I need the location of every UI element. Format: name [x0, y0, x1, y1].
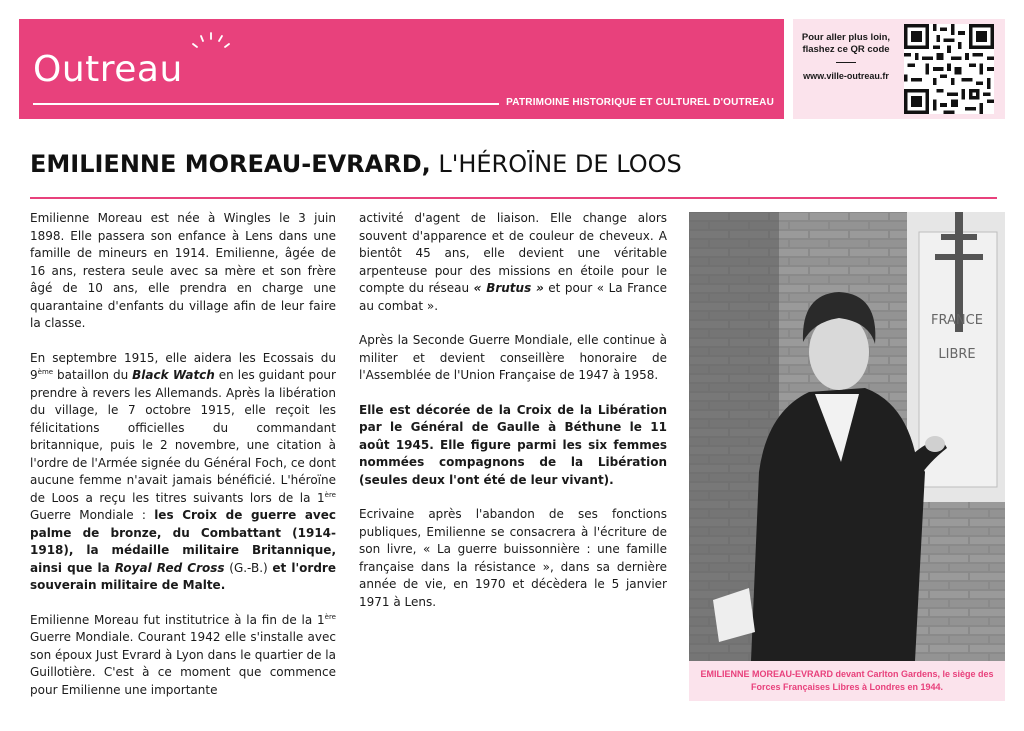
- text-run: et pour « La France au combat ».: [359, 281, 667, 313]
- qr-text: Pour aller plus loin, flashez ce QR code: [801, 32, 891, 55]
- paragraph: Ecrivaine après l'abandon de ses fonctions publiques, Emilienne se consacrera à l'écriture de son livre, « La guerre buissonnière : une famille française dans la résistance », dans sa dernière année de vie, en 1970 et décèdera le 5 janvier 1971 à Lens.: [359, 507, 667, 609]
- title-name: EMILIENNE MOREAU-EVRARD,: [30, 150, 431, 178]
- superscript: ème: [37, 368, 54, 376]
- sign-text-line2: LIBRE: [938, 347, 976, 362]
- qr-divider: [836, 62, 856, 63]
- sign-text-line1: FRANCE: [931, 313, 983, 328]
- paragraph-highlight: Elle est décorée de la Croix de la Libération par le Général de Gaulle à Béthune le 11 août 1945. Elle figure parmi les six femmes nommées compagnons de la Libération (seules deux l'ont été de leur vivant).: [359, 402, 667, 487]
- paragraph: [30, 350, 336, 595]
- qr-code-icon[interactable]: [904, 24, 994, 114]
- qr-instructions: [801, 32, 891, 83]
- text-run: activité d'agent de liaison. Elle change alors souvent d'apparence et de couleur de cheveux. A bientôt 45 ans, elle devient une véritable arpenteuse pour des missions en étoile pour le compte du réseau: [359, 211, 667, 295]
- bold-text: les Croix de guerre avec palme de bronze, du Combattant (1914-1918), la médaille militaire Britannique, ainsi que la: [30, 508, 337, 575]
- text-column-2: [359, 210, 667, 628]
- qr-panel: [793, 19, 1005, 119]
- caption-name: EMILIENNE MOREAU-EVRARD: [700, 669, 833, 679]
- bold-text: et l'ordre souverain militaire de Malte.: [30, 560, 336, 592]
- text-run: en les guidant pour prendre à revers les Allemands. Après la libération du village, le 7 octobre 1915, elle reçoit les félicitations officielles du commandant britannique, puis le 2 novembre, une citation à l'ordre de l'Armée signée du Général Foch, ce dont aucune femme n'avait jamais bénéficié. L'héroïne de Loos a reçu les titres suivants lors de la 1: [30, 368, 336, 505]
- paragraph: [359, 210, 667, 315]
- logo-wordmark: Outreau: [33, 49, 183, 90]
- header-banner: [19, 19, 784, 119]
- photo-caption-box: [689, 661, 1005, 701]
- paragraph: [30, 612, 336, 700]
- title-divider: [30, 197, 997, 199]
- page-title: [30, 150, 682, 178]
- text-run: (G.-B.): [224, 560, 273, 575]
- paragraph: Après la Seconde Guerre Mondiale, elle continue à militer et devient conseillère honoraire de l'Assemblée de l'Union Française de 1947 à 1958.: [359, 333, 667, 382]
- emphasis-text: Royal Red Cross: [114, 560, 225, 575]
- emphasis-text: Black Watch: [132, 368, 215, 382]
- sparkle-icon: [191, 31, 231, 55]
- text-run: Emilienne Moreau fut institutrice à la fin de la 1: [30, 612, 325, 627]
- caption-text: devant Carlton Gardens, le siège des Forces Françaises Libres à Londres en 1944.: [750, 669, 994, 692]
- superscript: ère: [324, 490, 336, 499]
- text-run: En septembre 1915, elle aidera les Ecossais du 9: [30, 350, 336, 382]
- text-run: Guerre Mondiale :: [30, 508, 155, 522]
- emphasis-text: « Brutus »: [473, 281, 544, 295]
- website-link[interactable]: www.ville-outreau.fr: [803, 71, 889, 81]
- header-tagline: PATRIMOINE HISTORIQUE ET CULTUREL D'OUTREAU: [506, 97, 774, 108]
- text-column-1: [30, 210, 336, 716]
- photo-caption: [695, 668, 999, 693]
- paragraph: Emilienne Moreau est née à Wingles le 3 juin 1898. Elle passera son enfance à Lens dans une famille de mineurs en 1914. Emilienne, âgée de 16 ans, restera seule avec sa mère et son frère âgé de 10 ans, elle prendra en charge une quarantaine d'enfants du village afin de leur faire la classe.: [30, 211, 336, 330]
- superscript: ère: [324, 612, 336, 621]
- title-subtitle: L'HÉROÏNE DE LOOS: [430, 150, 682, 178]
- text-run: bataillon du: [53, 368, 133, 382]
- photo-illustration: [689, 212, 1005, 661]
- portrait-photo: [689, 212, 1005, 661]
- header-divider: [33, 103, 499, 105]
- text-run: Guerre Mondiale. Courant 1942 elle s'installe avec son époux Just Evrard à Lyon dans le quartier de la Guillotière. C'est à ce moment que commence pour Emilienne une importante: [30, 630, 336, 697]
